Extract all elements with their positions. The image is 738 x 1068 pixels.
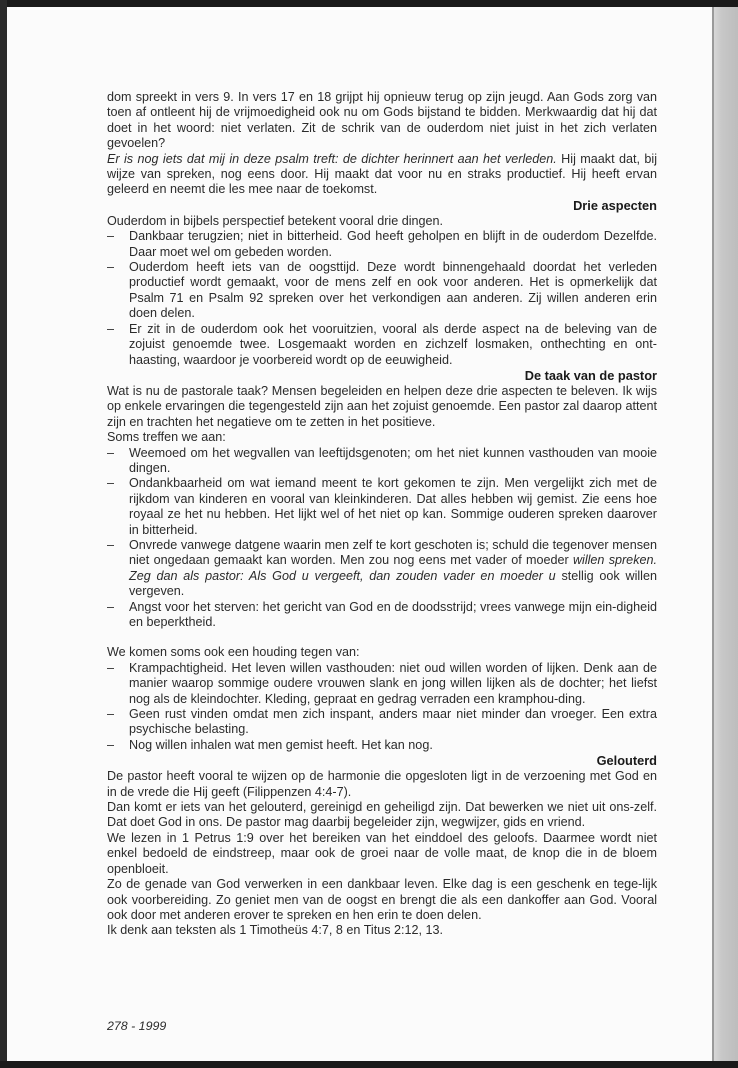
intro-italic-sentence: Er is nog iets dat mij in deze psalm treft: de dichter herinnert aan het verleden. [107, 151, 557, 166]
list-item: – Dankbaar terugzien; niet in bitterheid. God heeft geholpen en blijft in de ouderdom Dezelfde. Daar moet wel om gebeden worden. [107, 229, 657, 259]
gelouterd-paragraph: Zo de genade van God verwerken in een dankbaar leven. Elke dag is een geschenk en tege-lijk ook voorbereiding. Zo geniet men van de oogst en brengt die als een dankoffer aan God. Vooral ook door met anderen erover te spreken en hen erin te doen delen. [107, 877, 657, 922]
list-item: – Ouderdom heeft iets van de oogsttijd. Deze wordt binnengehaald doordat het verleden productief wordt gemaakt, voor de mens zelf en ook voor anderen. Het is opmerkelijk dat Psalm 71 en Psalm 92 spreken over het verkondigen aan anderen. Zij willen anderen erin doen delen. [107, 260, 657, 321]
scan-border-bottom [0, 1061, 738, 1068]
gelouterd-paragraph: De pastor heeft vooral te wijzen op de harmonie die opgesloten ligt in de verzoening met God en in de vrede die Hij geeft (Filippenzen 4:4-7). [107, 769, 657, 799]
intro-paragraph-2 [107, 152, 657, 198]
intro-paragraph-rest: Hij maakt dat, bij wijze van spreken, nog eens door. Hij maakt dat voor nu en straks productief. Hij heeft ervan geleerd en neemt die les mee naar de toekomst. [107, 151, 657, 197]
list-item: – Nog willen inhalen wat men gemist heeft. Het kan nog. [107, 737, 433, 752]
scan-border-left [0, 0, 7, 1068]
scan-border-top [0, 0, 738, 7]
pastor-paragraph: Wat is nu de pastorale taak? Mensen begeleiden en helpen deze drie aspecten te beleven. Ik wijs op enkele ervaringen die tegengesteld zijn aan het zojuist genoemde. Een pastor zal daarop attent zijn en trachten het negatieve om te zetten in het positieve. [107, 383, 657, 429]
intro-paragraph: dom spreekt in vers 9. In vers 17 en 18 grijpt hij opnieuw terug op zijn jeugd. Aan Gods zorg van toen af ontleent hij de vrijmoedigheid ook nu om Gods bijstand te bidden. Merkwaardig dat hij dat doet in het woord: niet verlaten. Zit de schrik van de ouderdom niet juist in het zich verlaten gevoelen? [107, 90, 657, 151]
pastor-lead: Soms treffen we aan: [107, 430, 226, 445]
page-edge-line [712, 7, 714, 1061]
list-item: – Geen rust vinden omdat men zich inspant, anders maar niet minder dan vroeger. Een extra psychische belasting. [107, 707, 657, 737]
list-item: – Krampachtigheid. Het leven willen vasthouden: niet oud willen worden of lijken. Denk aan de manier waarop sommige oudere vrouwen slank en jong willen lijken als de dochter; het liefst nog als de kleindochter. Kleding, gepraat en gedrag verraden een kramphou-ding. [107, 660, 657, 706]
list-item: – Er zit in de ouderdom ook het vooruitzien, vooral als derde aspect na de beleving van de zojuist genoemde twee. Losgemaakt worden en zichzelf losmaken, onthechting en ont-haasting, waardoor je voorbereid wordt op de eeuwigheid. [107, 321, 657, 367]
heading-gelouterd: Gelouterd [596, 753, 657, 769]
aspecten-intro: Ouderdom in bijbels perspectief betekent vooral drie dingen. [107, 213, 444, 228]
pastor-lead-2: We komen soms ook een houding tegen van: [107, 645, 360, 660]
heading-taak-van-de-pastor: De taak van de pastor [524, 367, 657, 383]
gelouterd-paragraph: Ik denk aan teksten als 1 Timotheüs 4:7, 8 en Titus 2:12, 13. [107, 923, 444, 938]
gelouterd-paragraph: Dan komt er iets van het gelouterd, gereinigd en geheiligd zijn. Dat bewerken we niet uit ons-zelf. Dat doet God in ons. De pastor mag daarbij begeleider zijn, wegwijzer, gids en vriend. [107, 800, 657, 830]
list-item: – Onvrede vanwege datgene waarin men zelf te kort geschoten is; schuld die tegenover mensen niet ongedaan gemaakt kan worden. Men zou nog eens met vader of moeder willen spreken. Zeg dan als pastor: Als God u vergeeft, dan zouden vader en moeder u stellig ook willen vergeven. [107, 537, 657, 599]
list-item: – Angst voor het sterven: het gericht van God en de doodsstrijd; vrees vanwege mijn ein-digheid en beperktheid. [107, 599, 657, 629]
list-item: – Ondankbaarheid om wat iemand meent te kort gekomen te zijn. Men vergelijkt zich met de rijkdom van kinderen en vooral van kleinkinderen. Dat alles hebben wij gemist. Zie eens hoe royaal ze het nu hebben. Het lijkt wel of het niet op kan. Sommige ouderen spreken daarover in bitterheid. [107, 476, 657, 537]
aspecten-list [107, 229, 657, 368]
houding-list [107, 661, 657, 753]
gelouterd-paragraph: We lezen in 1 Petrus 1:9 over het bereiken van het einddoel des geloofs. Daarmee wordt niet enkel bedoeld de eindstreep, maar ook de groei naar de volle maat, de knop die in de bloem openbloeit. [107, 830, 657, 876]
article-body [107, 90, 657, 939]
heading-drie-aspecten: Drie aspecten [573, 197, 657, 213]
page-number: 278 - 1999 [107, 1019, 167, 1033]
pastor-list [107, 446, 657, 631]
list-item: – Weemoed om het wegvallen van leeftijdsgenoten; om het niet kunnen vasthouden van mooie dingen. [107, 445, 657, 475]
page-edge-shadow [712, 7, 738, 1061]
